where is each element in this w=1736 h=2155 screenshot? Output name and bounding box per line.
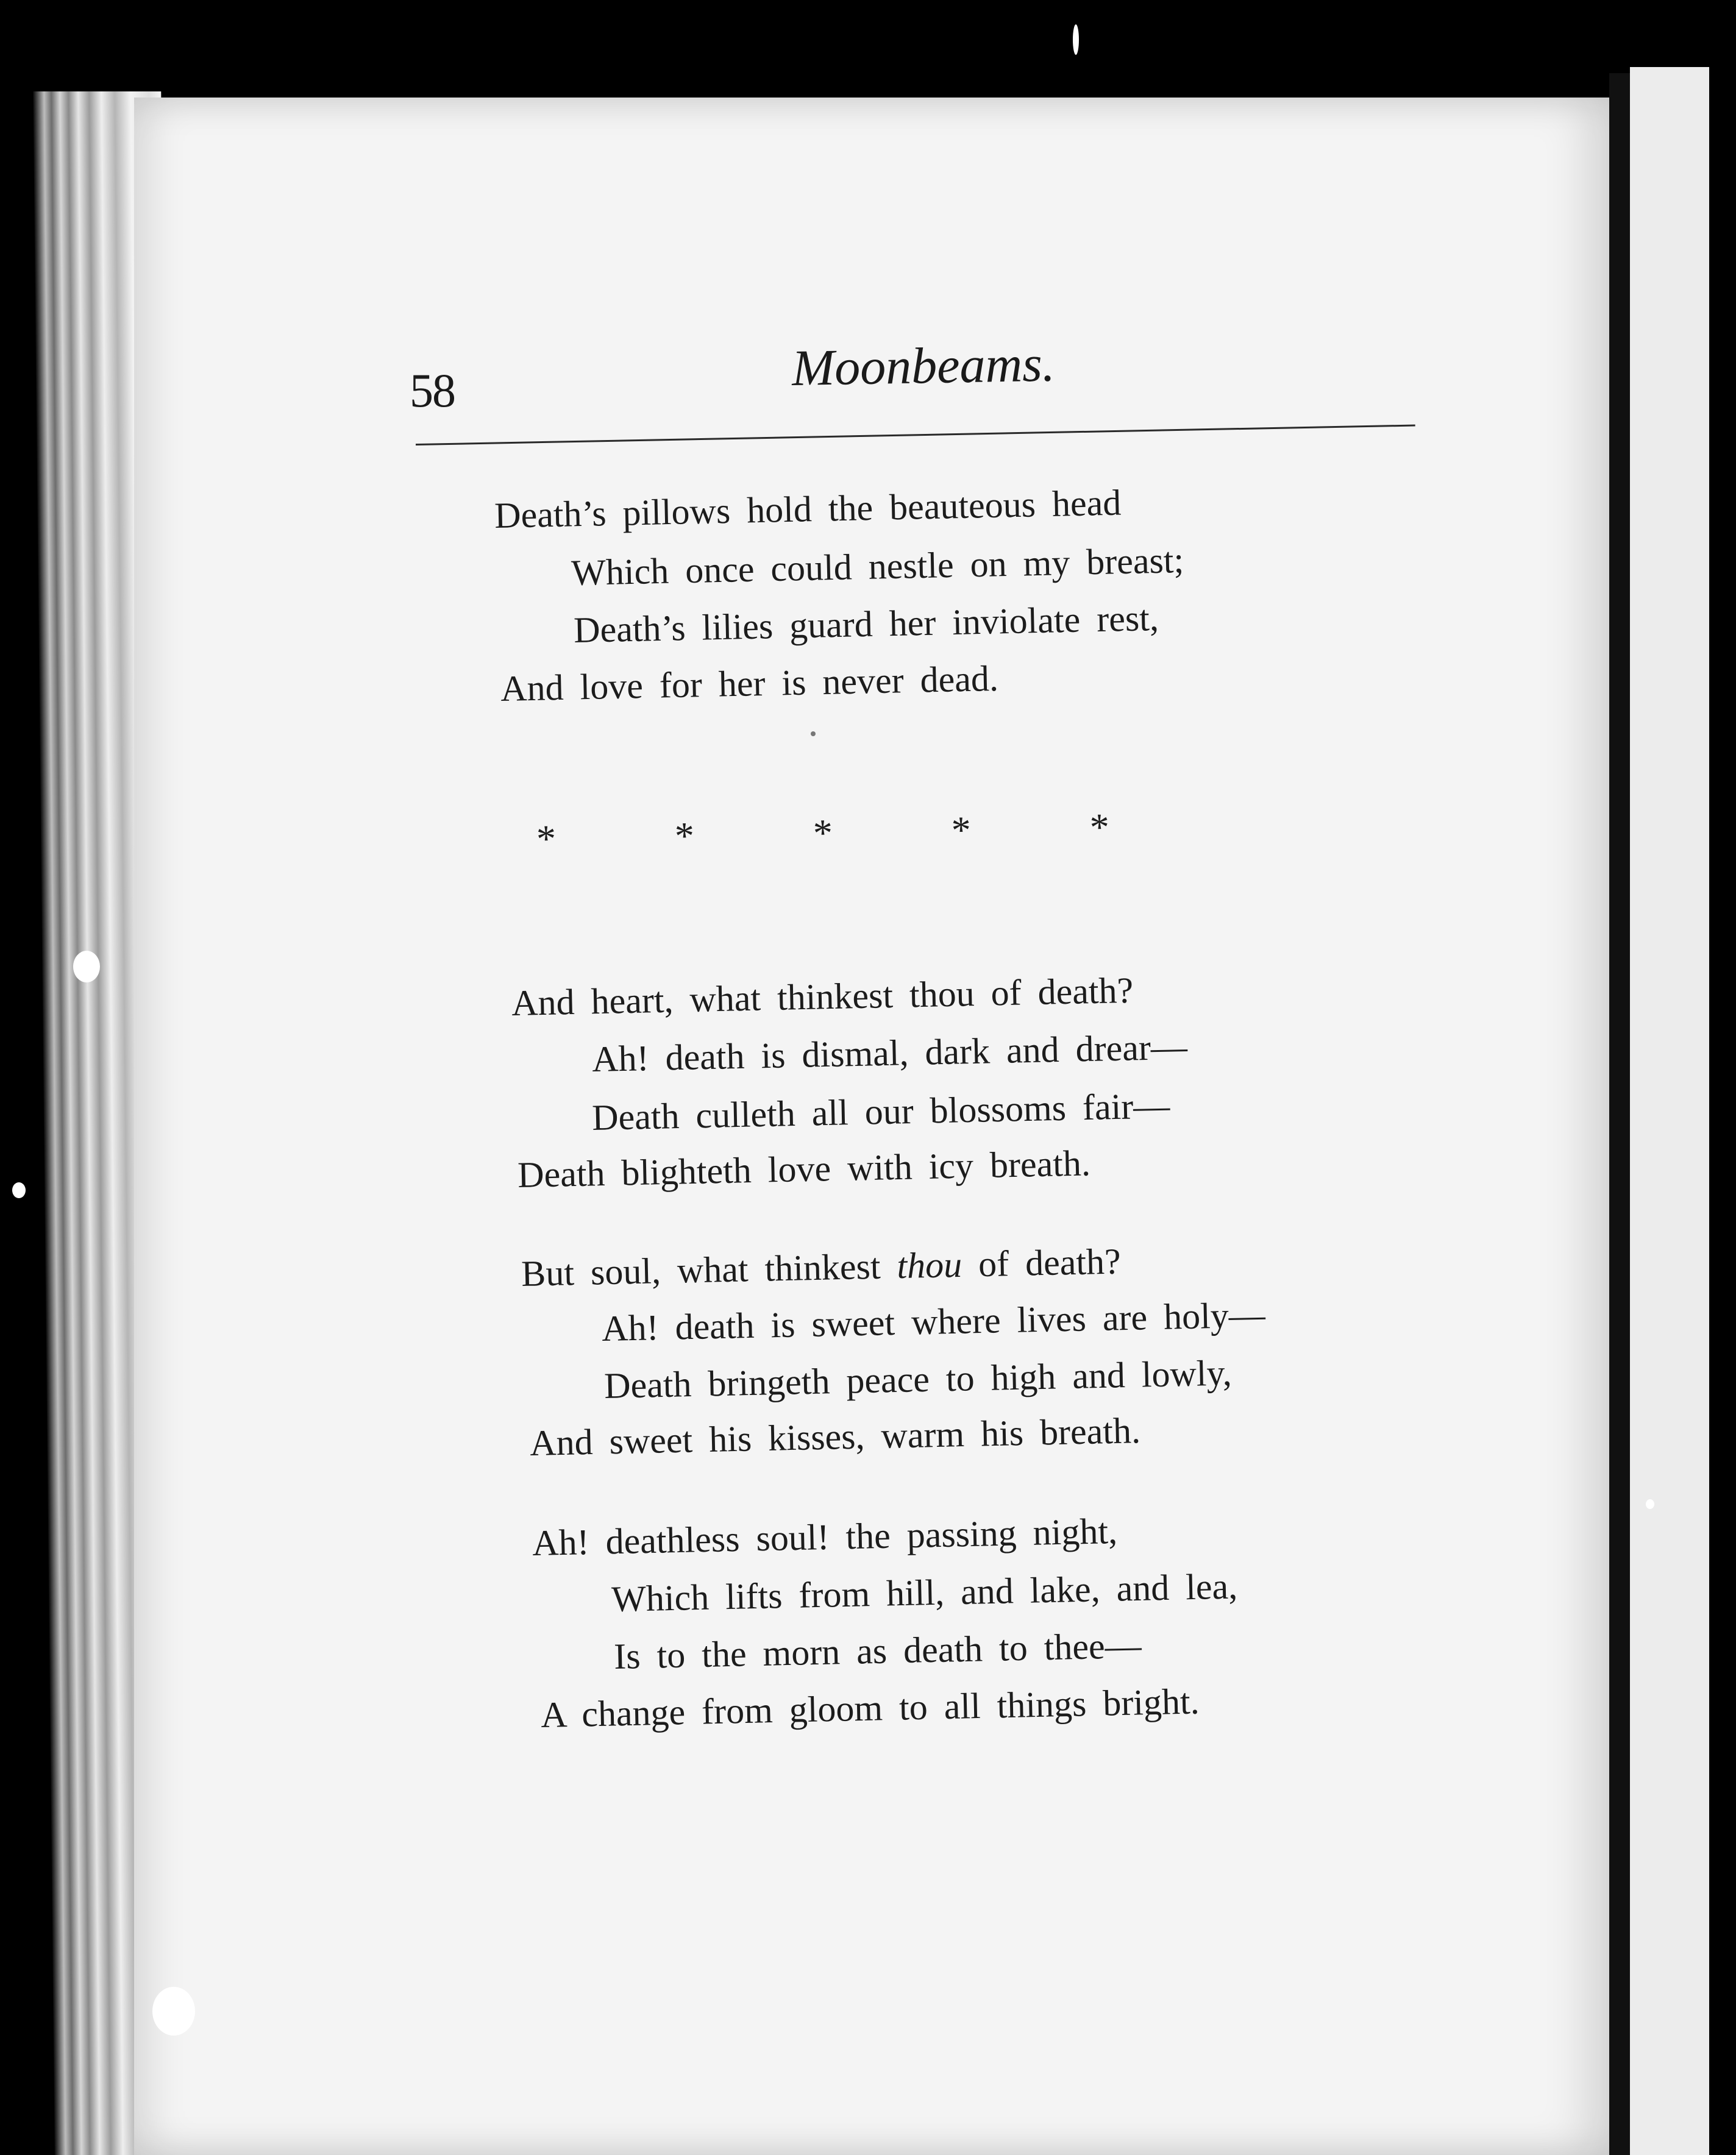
poem-line: Death bringeth peace to high and lowly, [603,1352,1233,1407]
scan-speck [1646,1499,1654,1509]
poem-line: Ah! death is sweet where lives are holy— [601,1294,1266,1349]
scan-speck [1073,24,1079,55]
asterisk: * [674,814,695,858]
poem-line: Is to the morn as death to thee— [613,1625,1142,1677]
asterisk: * [1089,805,1110,849]
poem-line-part: of death? [978,1241,1122,1285]
asterisk: * [536,817,557,861]
poem-line-part: But soul, what thinkest [521,1246,881,1294]
running-title: Moonbeams. [791,335,1056,397]
poem-line: Death culleth all our blossoms fair— [591,1085,1170,1138]
poem-line: Ah! death is dismal, dark and drear— [591,1026,1188,1080]
scan-border [1709,0,1736,2155]
emphasized-word: thou [896,1244,962,1287]
page-number: 58 [410,364,455,417]
poem-line: Which lifts from hill, and lake, and lea, [611,1566,1238,1620]
poem-line: Death’s pillows hold the beauteous head [494,482,1122,536]
scan-speck [152,1987,195,2036]
facing-page-edge [1630,67,1709,2155]
poem-line: And sweet his kisses, warm his breath. [529,1410,1141,1464]
scan-speck [811,731,816,736]
poem-line: A change from gloom to all things bright. [540,1681,1200,1736]
poem-line: Death blighteth love with icy breath. [517,1143,1091,1196]
poem-line: Ah! deathless soul! the passing night, [532,1510,1118,1564]
poem-line: And love for her is never dead. [500,658,999,709]
poem-line: Death’s lilies guard her inviolate rest, [573,597,1159,651]
scan-speck [73,951,100,982]
asterisk: * [813,811,833,855]
poem-line: And heart, what thinkest thou of death? [511,970,1134,1024]
poem-line: Which once could nestle on my breast; [571,539,1184,594]
asterisk: * [951,808,972,852]
book-gutter [1609,73,1630,2155]
scan-speck [12,1182,26,1198]
